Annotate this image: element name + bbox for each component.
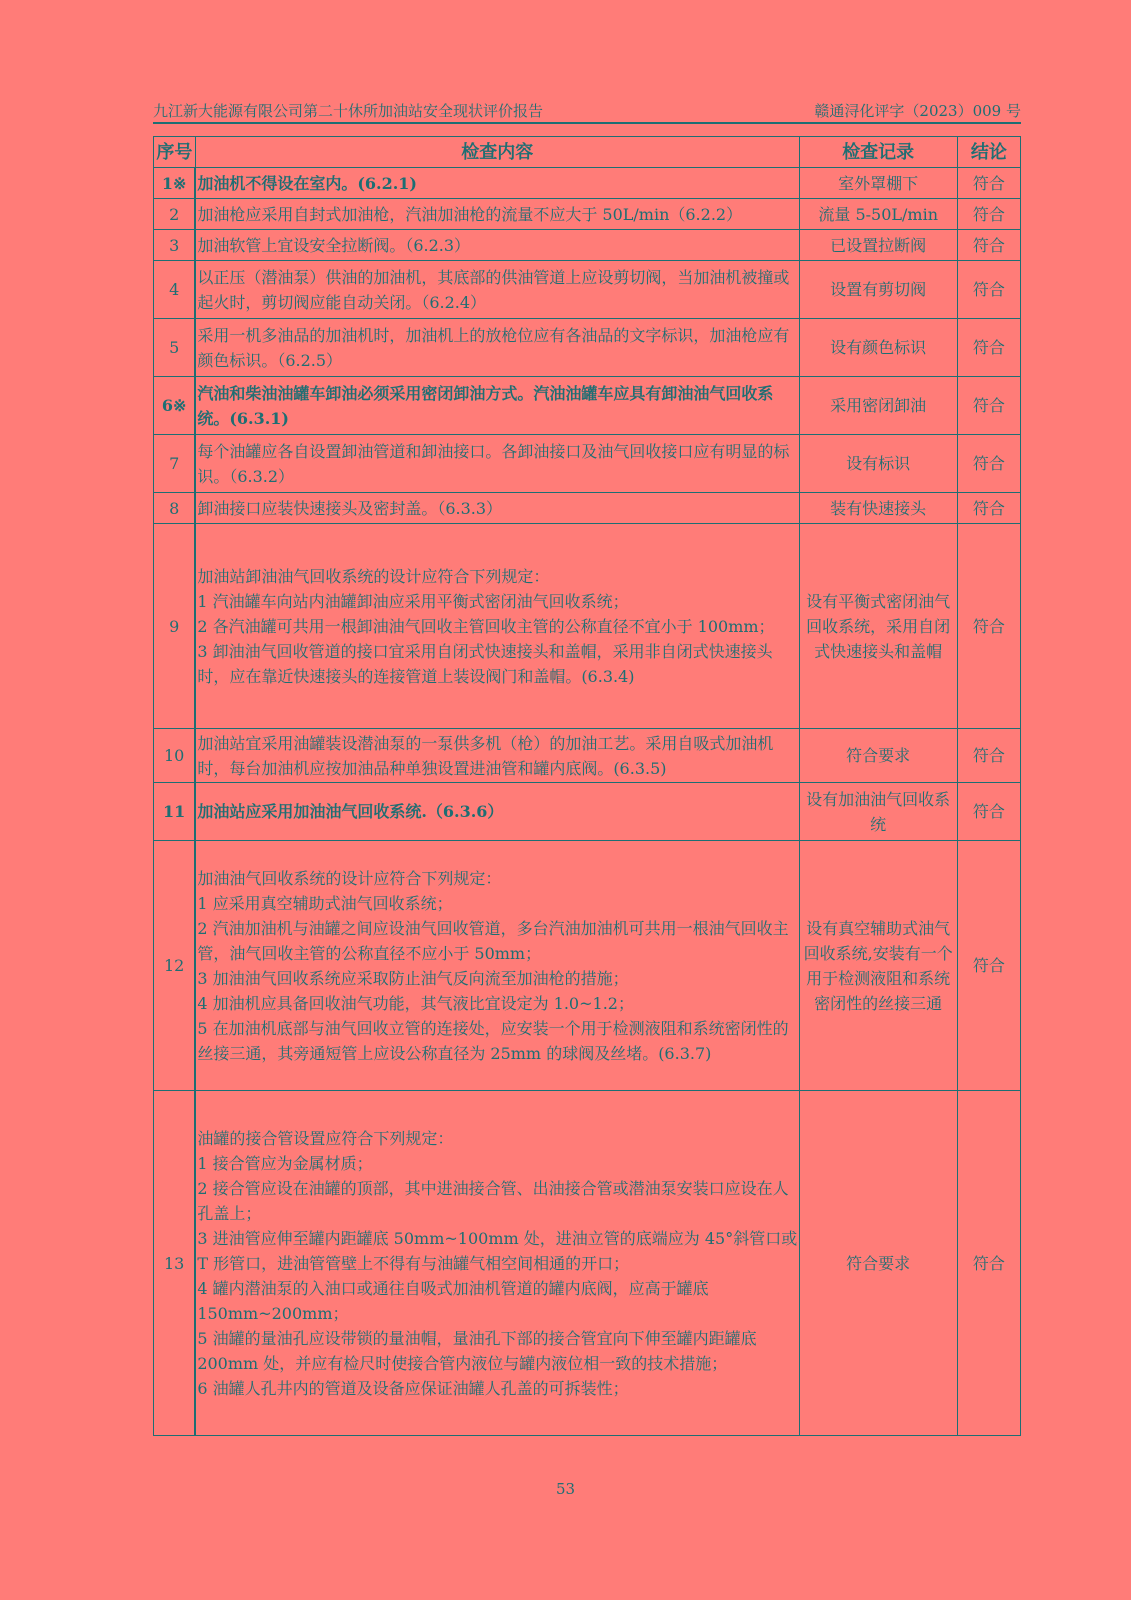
check-record [799, 493, 957, 524]
check-record [799, 435, 957, 493]
table-row [154, 199, 1021, 230]
row-number: 1※ [154, 168, 196, 199]
check-content-line: 2 汽油加油机与油罐之间应设油气回收管道，多台汽油加油机可共用一根油气回收主管，油气回收主管的公称直径不应小于 50mm； [197, 918, 789, 963]
row-number: 11 [154, 783, 196, 841]
col-header-content: 检查内容 [195, 137, 799, 168]
conclusion: 符合 [957, 168, 1020, 199]
check-content-line: 5 在加油机底部与油气回收立管的连接处，应安装一个用于检测液阻和系统密闭性的丝接三通，其旁通短管上应设公称直径为 25mm 的球阀及丝堵。(6.3.7) [197, 1018, 789, 1063]
check-content-line: 5 油罐的量油孔应设带锁的量油帽，量油孔下部的接合管宜向下伸至罐内距罐底 200mm 处，并应有检尺时使接合管内液位与罐内液位相一致的技术措施； [197, 1328, 757, 1373]
check-record-text: 符合要求 [846, 1253, 911, 1273]
conclusion: 符合 [957, 377, 1020, 435]
check-content-line: 加油油气回收系统的设计应符合下列规定： [197, 868, 502, 888]
check-content [195, 1091, 799, 1436]
check-content-line: 3 加油油气回收系统应采取防止油气反向流至加油枪的措施； [197, 968, 629, 988]
check-record [799, 377, 957, 435]
check-content-line: 加油站卸油油气回收系统的设计应符合下列规定： [197, 566, 550, 586]
check-record-text: 符合要求 [846, 746, 911, 765]
row-number: 8 [154, 493, 196, 524]
check-content-line: 加油站宜采用油罐装设潜油泵的一泵供多机（枪）的加油工艺。采用自吸式加油机时，每台加油机应按加油品种单独设置进油管和罐内底阀。(6.3.5) [197, 733, 774, 778]
header-report-title: 九江新大能源有限公司第二十休所加油站安全现状评价报告 [153, 102, 544, 120]
col-header-no: 序号 [154, 137, 196, 168]
table-row [154, 783, 1021, 841]
check-content-line: 3 进油管应伸至罐内距罐底 50mm~100mm 处，进油立管的底端应为 45°斜管口或 T 形管口，进油管管壁上不得有与油罐气相空间相通的开口； [197, 1228, 798, 1273]
check-content [195, 377, 799, 435]
check-content-line: 汽油和柴油油罐车卸油必须采用密闭卸油方式。汽油油罐车应具有卸油油气回收系统。(6.3.1) [197, 383, 774, 428]
inspection-table [153, 136, 1021, 1436]
check-record [799, 524, 957, 729]
check-record [799, 729, 957, 783]
table-row [154, 168, 1021, 199]
table-row [154, 1091, 1021, 1436]
table-row [154, 261, 1021, 319]
check-record-text: 设置有剪切阀 [830, 280, 927, 299]
check-content-line: 4 加油机应具备回收油气功能，其气液比宜设定为 1.0~1.2； [197, 993, 634, 1013]
check-record-text: 设有真空辅助式油气回收系统,安装有一个用于检测液阻和系统密闭性的丝接三通 [803, 918, 953, 1013]
conclusion: 符合 [957, 729, 1020, 783]
row-number: 13 [154, 1091, 196, 1436]
col-header-record: 检查记录 [799, 137, 957, 168]
conclusion: 符合 [957, 841, 1020, 1091]
table-row [154, 319, 1021, 377]
row-number: 10 [154, 729, 196, 783]
check-record-text: 流量 5-50L/min [818, 204, 939, 224]
row-number: 7 [154, 435, 196, 493]
check-record [799, 261, 957, 319]
row-number: 2 [154, 199, 196, 230]
check-record-text: 设有加油油气回收系统 [806, 789, 951, 834]
check-content [195, 524, 799, 729]
check-content-line: 3 卸油油气回收管道的接口宜采用自闭式快速接头和盖帽，采用非自闭式快速接头时，应在靠近快速接头的连接管道上装设阀门和盖帽。(6.3.4) [197, 641, 773, 686]
check-content-line: 2 接合管应设在油罐的顶部，其中进油接合管、出油接合管或潜油泵安装口应设在人孔盖上； [197, 1178, 789, 1223]
table-header-row [154, 137, 1021, 168]
conclusion: 符合 [957, 261, 1020, 319]
check-record [799, 319, 957, 377]
check-content-line: 2 各汽油罐可共用一根卸油油气回收主管回收主管的公称直径不宜小于 100mm； [197, 616, 775, 636]
row-number: 5 [154, 319, 196, 377]
check-content-line: 4 罐内潜油泵的入油口或通往自吸式加油机管道的罐内底阀，应高于罐底 150mm~200mm； [197, 1278, 709, 1323]
conclusion: 符合 [957, 1091, 1020, 1436]
check-content [195, 435, 799, 493]
check-content-line: 1 汽油罐车向站内油罐卸油应采用平衡式密闭油气回收系统； [197, 591, 629, 611]
table-row [154, 230, 1021, 261]
check-content [195, 729, 799, 783]
table-row [154, 524, 1021, 729]
table-row [154, 729, 1021, 783]
check-record-text: 室外罩棚下 [838, 173, 919, 193]
check-content-line: 加油站应采用加油油气回收系统.（6.3.6） [197, 802, 504, 821]
check-content [195, 783, 799, 841]
conclusion: 符合 [957, 524, 1020, 729]
check-record-text: 设有标识 [846, 454, 911, 473]
row-number: 4 [154, 261, 196, 319]
check-content [195, 319, 799, 377]
row-number: 9 [154, 524, 196, 729]
check-content-line: 加油枪应采用自封式加油枪，汽油加油枪的流量不应大于 50L/min（6.2.2） [197, 204, 743, 224]
conclusion: 符合 [957, 435, 1020, 493]
check-record [799, 841, 957, 1091]
conclusion: 符合 [957, 199, 1020, 230]
table-row [154, 377, 1021, 435]
check-record-text: 已设置拉断阀 [830, 235, 927, 255]
header-report-number: 赣通浔化评字（2023）009 号 [814, 102, 1021, 120]
check-content [195, 199, 799, 230]
table-row [154, 435, 1021, 493]
check-record-text: 设有平衡式密闭油气回收系统，采用自闭式快速接头和盖帽 [806, 591, 951, 661]
check-record [799, 199, 957, 230]
check-content-line: 卸油接口应装快速接头及密封盖。（6.3.3） [197, 498, 503, 518]
check-content-line: 采用一机多油品的加油机时，加油机上的放枪位应有各油品的文字标识，加油枪应有颜色标识。（6.2.5） [197, 325, 790, 370]
check-content-line: 1 接合管应为金属材质； [197, 1153, 373, 1173]
table-row [154, 841, 1021, 1091]
col-header-result: 结论 [957, 137, 1020, 168]
row-number: 12 [154, 841, 196, 1091]
table-row [154, 493, 1021, 524]
conclusion: 符合 [957, 493, 1020, 524]
check-record-text: 采用密闭卸油 [830, 396, 927, 415]
check-content-line: 每个油罐应各自设置卸油管道和卸油接口。各卸油接口及油气回收接口应有明显的标识。（6.3.2） [197, 441, 790, 486]
check-record [799, 1091, 957, 1436]
check-content [195, 493, 799, 524]
check-content-line: 以正压（潜油泵）供油的加油机，其底部的供油管道上应设剪切阀，当加油机被撞或起火时，剪切阀应能自动关闭。（6.2.4） [197, 267, 790, 312]
header-divider [153, 122, 1021, 124]
row-number: 3 [154, 230, 196, 261]
page-number: 53 [555, 1480, 576, 1498]
check-content-line: 加油机不得设在室内。(6.2.1) [197, 173, 417, 193]
conclusion: 符合 [957, 230, 1020, 261]
check-content-line: 1 应采用真空辅助式油气回收系统； [197, 893, 453, 913]
check-record [799, 783, 957, 841]
check-record-text: 装有快速接头 [830, 498, 927, 518]
conclusion: 符合 [957, 319, 1020, 377]
check-content [195, 261, 799, 319]
check-content [195, 841, 799, 1091]
check-record [799, 230, 957, 261]
row-number: 6※ [154, 377, 196, 435]
check-content [195, 230, 799, 261]
check-content-line: 油罐的接合管设置应符合下列规定： [197, 1128, 454, 1148]
check-content-line: 加油软管上宜设安全拉断阀。（6.2.3） [197, 235, 471, 255]
check-content-line: 6 油罐人孔井内的管道及设备应保证油罐人孔盖的可拆装性； [197, 1378, 629, 1398]
page-header [153, 100, 1021, 122]
check-content [195, 168, 799, 199]
conclusion: 符合 [957, 783, 1020, 841]
check-record [799, 168, 957, 199]
check-record-text: 设有颜色标识 [830, 338, 927, 357]
